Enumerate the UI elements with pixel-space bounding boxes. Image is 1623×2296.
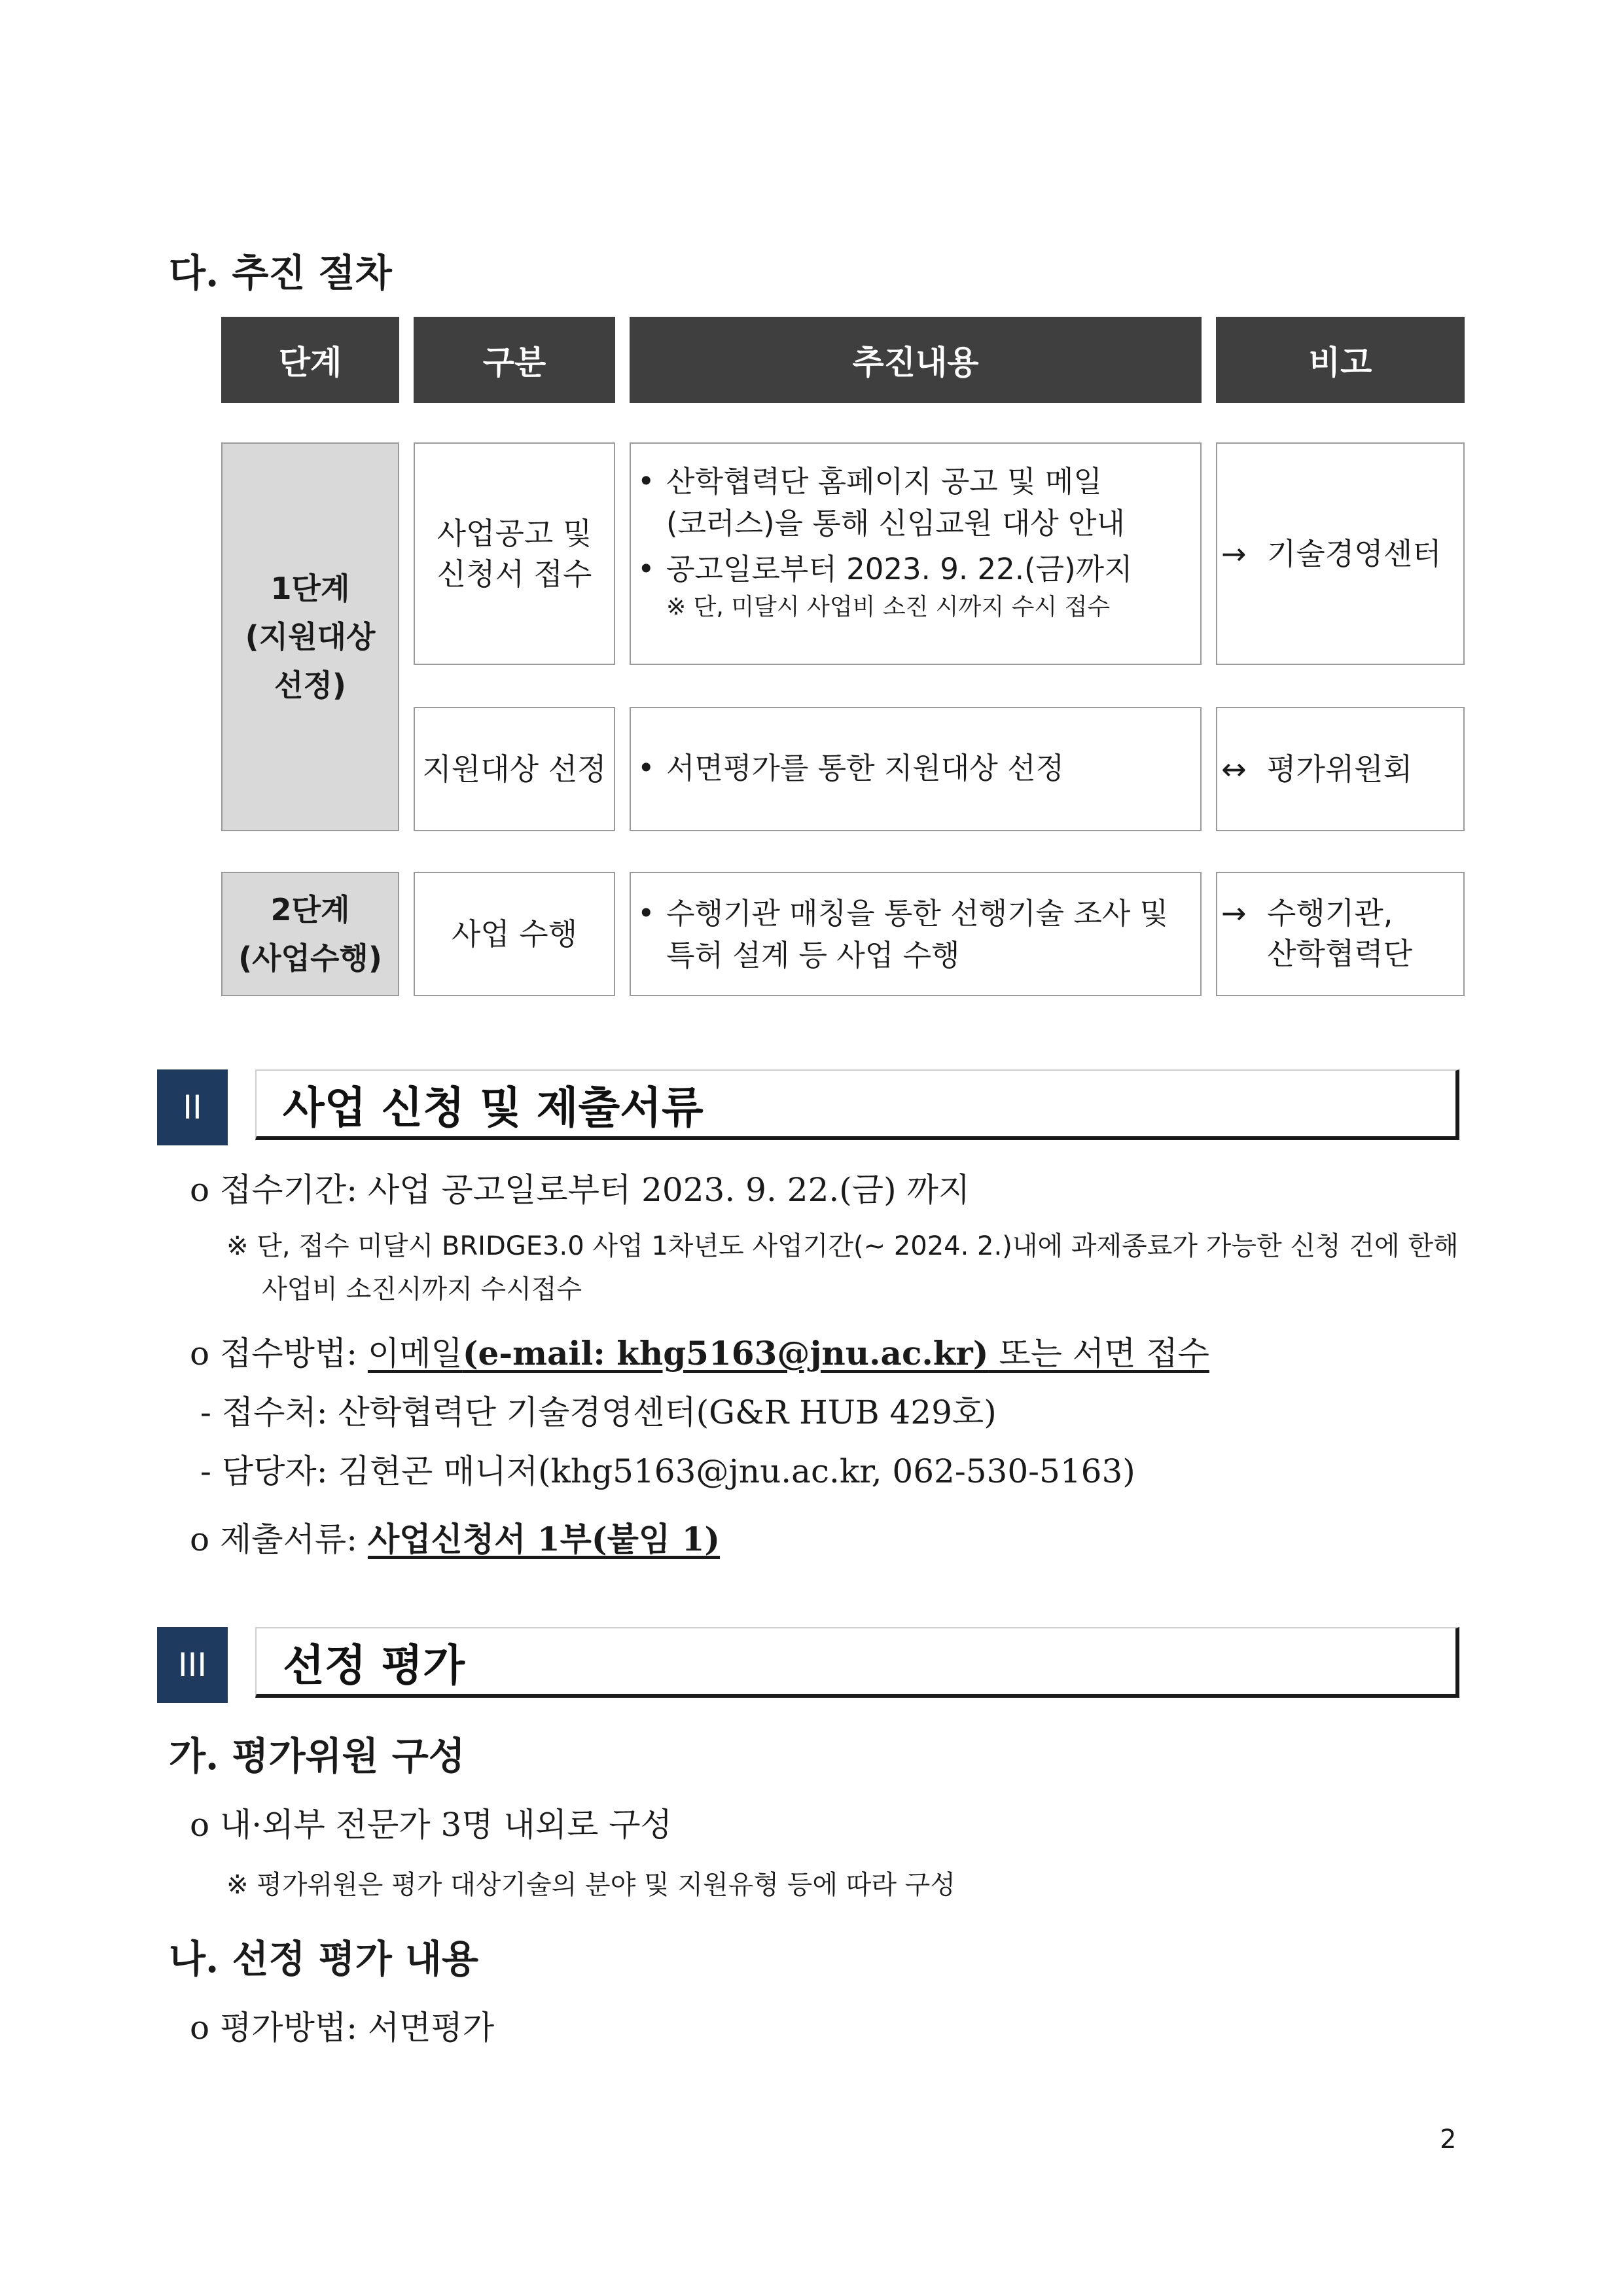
bullet-icon: •: [637, 552, 655, 586]
row1-bullet1-line2: (코러스)을 통해 신임교원 대상 안내: [666, 506, 1125, 541]
subsection-a-note: ※ 평가위원은 평가 대상기술의 분야 및 지원유형 등에 따라 구성: [226, 1870, 955, 1900]
bullet-icon: •: [637, 751, 655, 785]
table-header-content: 추진내용: [630, 317, 1202, 403]
row1-remark-text: 기술경영센터: [1267, 536, 1442, 571]
arrow-right-icon: →: [1221, 895, 1247, 931]
stage1-line3: 선정): [274, 668, 346, 703]
docs-prefix: o 제출서류:: [190, 1520, 368, 1558]
method-or-paper: 또는 서면 접수: [988, 1335, 1209, 1372]
method-email-label: 이메일: [367, 1335, 463, 1372]
stage2-line2: (사업수행): [238, 941, 382, 976]
period-note-line2: 사업비 소진시까지 수시접수: [262, 1274, 582, 1304]
subsection-a-heading: 가. 평가위원 구성: [169, 1734, 465, 1778]
row1-bullet2-text: 공고일로부터 2023. 9. 22.(금)까지: [666, 552, 1133, 586]
row3-bullet-line1: 수행기관 매칭을 통한 선행기술 조사 및: [666, 896, 1169, 931]
table-header-category: 구분: [414, 317, 615, 403]
subsection-b-item: o 평가방법: 서면평가: [190, 2009, 495, 2047]
row2-remark-text: 평가위원회: [1267, 751, 1413, 787]
row2-content-cell: [630, 707, 1202, 831]
section2-numeral: II: [157, 1069, 228, 1145]
period-line: o 접수기간: 사업 공고일로부터 2023. 9. 22.(금) 까지: [190, 1171, 971, 1209]
bullet-icon: •: [637, 896, 655, 931]
stage2-cell: [221, 872, 399, 996]
stage1-line1: 1단계: [270, 571, 350, 606]
row2-bullet: [637, 747, 1200, 789]
row3-content-cell: [630, 872, 1202, 996]
row1-category-cell: [414, 442, 615, 665]
row3-category-cell: [414, 872, 615, 996]
section-heading-procedure: 다. 추진 절차: [169, 251, 392, 295]
section3-numeral: III: [157, 1627, 228, 1703]
row3-remark-cell: [1216, 872, 1465, 996]
row2-category-text: 지원대상 선정: [422, 751, 607, 787]
row3-remark-line1: 수행기관,: [1267, 895, 1393, 931]
row1-remark-cell: [1216, 442, 1465, 665]
subsection-b-heading: 나. 선정 평가 내용: [169, 1937, 478, 1981]
row1-bullet1: [637, 461, 1200, 545]
row1-content-cell: [630, 442, 1202, 665]
row1-category-line2: 신청서 접수: [437, 556, 592, 592]
section3-title-box: [255, 1627, 1459, 1698]
stage1-line2: (지원대상: [245, 619, 376, 655]
row2-bullet-text: 서면평가를 통한 지원대상 선정: [666, 751, 1065, 785]
page-number: 2: [1440, 2125, 1457, 2155]
arrow-right-icon: →: [1221, 536, 1247, 571]
table-header-stage: 단계: [221, 317, 399, 403]
section3-title: 선정 평가: [283, 1640, 465, 1691]
row1-category-line1: 사업공고 및: [437, 516, 592, 551]
row2-category-cell: [414, 707, 615, 831]
row3-category-text: 사업 수행: [451, 916, 578, 952]
row3-remark-line2: 산학협력단: [1267, 936, 1413, 971]
section2-title-box: [255, 1069, 1459, 1140]
docs-underlined: 사업신청서 1부(붙임 1): [367, 1520, 721, 1558]
table-header-remark: 비고: [1216, 317, 1465, 403]
bullet-icon: •: [637, 464, 655, 499]
subsection-a-item: o 내·외부 전문가 3명 내외로 구성: [190, 1806, 672, 1844]
section2-title: 사업 신청 및 제출서류: [283, 1082, 704, 1133]
docs-line: [190, 1518, 720, 1560]
row1-bullet1-line1: 산학협력단 홈페이지 공고 및 메일: [666, 464, 1102, 499]
row1-note: ※ 단, 미달시 사업비 소진 시까지 수시 접수: [666, 594, 1111, 620]
row2-remark-cell: [1216, 707, 1465, 831]
place-line: - 접수처: 산학협력단 기술경영센터(G&R HUB 429호): [200, 1393, 997, 1431]
method-underlined: [368, 1335, 1209, 1372]
method-email-address: (e-mail: khg5163@jnu.ac.kr): [462, 1334, 989, 1372]
method-prefix: o 접수방법:: [190, 1335, 368, 1372]
stage2-line1: 2단계: [270, 892, 350, 927]
arrow-both-icon: ↔: [1221, 751, 1247, 787]
stage1-cell: [221, 442, 399, 831]
row1-bullet2: [637, 548, 1200, 590]
method-line: [190, 1333, 1209, 1374]
row3-bullet: [637, 893, 1200, 977]
contact-line: - 담당자: 김현곤 매니저(khg5163@jnu.ac.kr, 062-530-5163): [200, 1452, 1135, 1490]
period-note-line1: ※ 단, 접수 미달시 BRIDGE3.0 사업 1차년도 사업기간(~ 2024. 2.)내에 과제종료가 가능한 신청 건에 한해: [226, 1231, 1459, 1261]
row3-bullet-line2: 특허 설계 등 사업 수행: [666, 938, 960, 973]
